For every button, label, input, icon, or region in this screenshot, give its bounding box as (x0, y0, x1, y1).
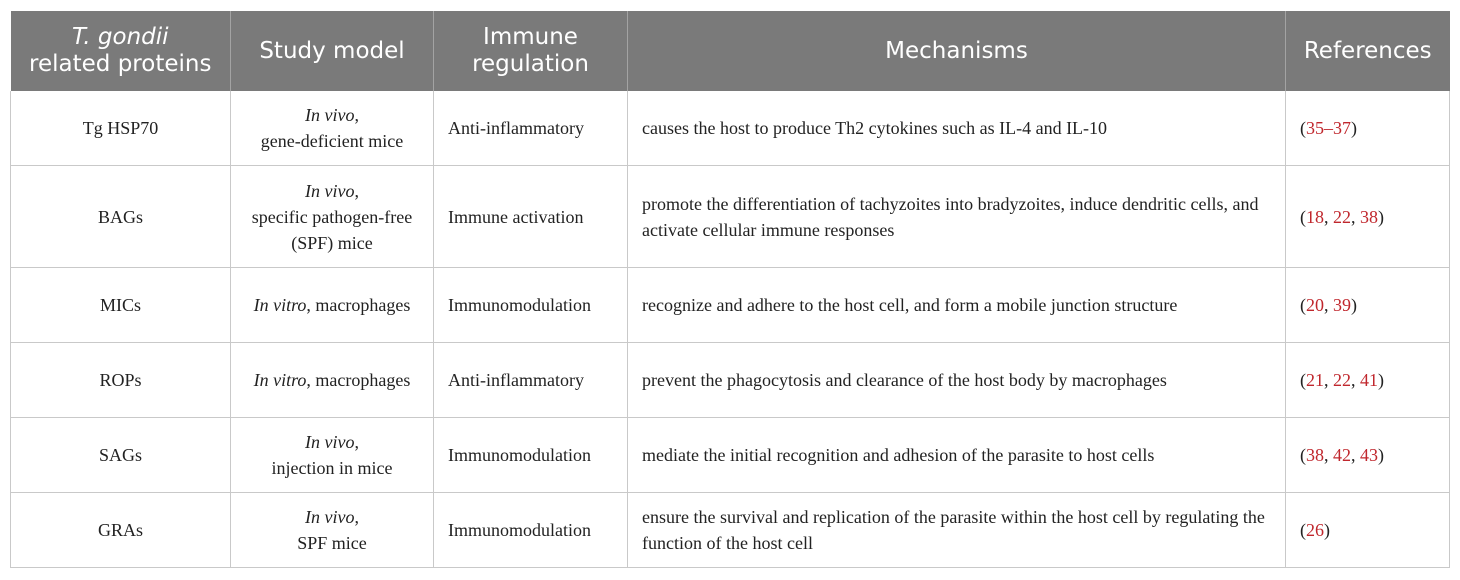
table-row (11, 268, 1450, 343)
reference-link[interactable]: 21 (1306, 370, 1324, 390)
reference-link[interactable]: 38 (1360, 206, 1378, 227)
protein-cell: GRAs (11, 493, 231, 568)
model-cell: In vivo, gene-deficient mice (231, 91, 434, 166)
regulation-cell: Immunomodulation (434, 493, 628, 568)
mechanism-cell: causes the host to produce Th2 cytokines such as IL-4 and IL-10 (628, 91, 1286, 166)
reference-link[interactable]: 20 (1306, 295, 1324, 315)
protein-table-container (10, 11, 1449, 568)
model-cell: In vivo, injection in mice (231, 418, 434, 493)
header-study-model: Study model (231, 11, 434, 91)
model-cell: In vivo, specific pathogen-free (SPF) mice (231, 166, 434, 268)
protein-cell: ROPs (11, 343, 231, 418)
reference-link[interactable]: 26 (1306, 520, 1324, 540)
mechanism-cell: ensure the survival and replication of the parasite within the host cell by regulating the function of the host cell (628, 493, 1286, 568)
references-cell: (20, 39) (1286, 268, 1450, 343)
regulation-cell: Immunomodulation (434, 268, 628, 343)
reference-link[interactable]: 22 (1333, 370, 1351, 390)
regulation-cell: Anti-inflammatory (434, 343, 628, 418)
reference-link[interactable]: 43 (1360, 445, 1378, 465)
header-row (11, 11, 1450, 91)
references-cell: (35–37) (1286, 91, 1450, 166)
regulation-cell: Anti-inflammatory (434, 91, 628, 166)
header-references: References (1286, 11, 1450, 91)
regulation-cell: Immune activation (434, 166, 628, 268)
reference-link[interactable]: 42 (1333, 445, 1351, 465)
model-cell: In vitro, macrophages (231, 343, 434, 418)
header-mechanisms: Mechanisms (628, 11, 1286, 91)
reference-link[interactable]: 41 (1360, 370, 1378, 390)
table-row (11, 91, 1450, 166)
protein-cell: BAGs (11, 166, 231, 268)
protein-table (10, 11, 1450, 568)
references-cell: (21, 22, 41) (1286, 343, 1450, 418)
reference-link[interactable]: 35–37 (1306, 118, 1351, 138)
protein-cell: SAGs (11, 418, 231, 493)
protein-cell: Tg HSP70 (11, 91, 231, 166)
reference-link[interactable]: 22 (1333, 206, 1351, 227)
model-cell: In vitro, macrophages (231, 268, 434, 343)
header-proteins: T. gondii related proteins (11, 11, 231, 91)
model-cell: In vivo, SPF mice (231, 493, 434, 568)
table-row (11, 418, 1450, 493)
protein-cell: MICs (11, 268, 231, 343)
table-row (11, 166, 1450, 268)
mechanism-cell: recognize and adhere to the host cell, and form a mobile junction structure (628, 268, 1286, 343)
references-cell: (26) (1286, 493, 1450, 568)
table-row (11, 343, 1450, 418)
header-immune-regulation: Immune regulation (434, 11, 628, 91)
mechanism-cell: mediate the initial recognition and adhesion of the parasite to host cells (628, 418, 1286, 493)
references-cell: (38, 42, 43) (1286, 418, 1450, 493)
regulation-cell: Immunomodulation (434, 418, 628, 493)
reference-link[interactable]: 39 (1333, 295, 1351, 315)
references-cell: (18, 22, 38) (1286, 166, 1450, 268)
mechanism-cell: promote the differentiation of tachyzoites into bradyzoites, induce dendritic cells, and activate cellular immune responses (628, 166, 1286, 268)
reference-link[interactable]: 38 (1306, 445, 1324, 465)
mechanism-cell: prevent the phagocytosis and clearance of the host body by macrophages (628, 343, 1286, 418)
reference-link[interactable]: 18 (1306, 206, 1324, 227)
table-row (11, 493, 1450, 568)
